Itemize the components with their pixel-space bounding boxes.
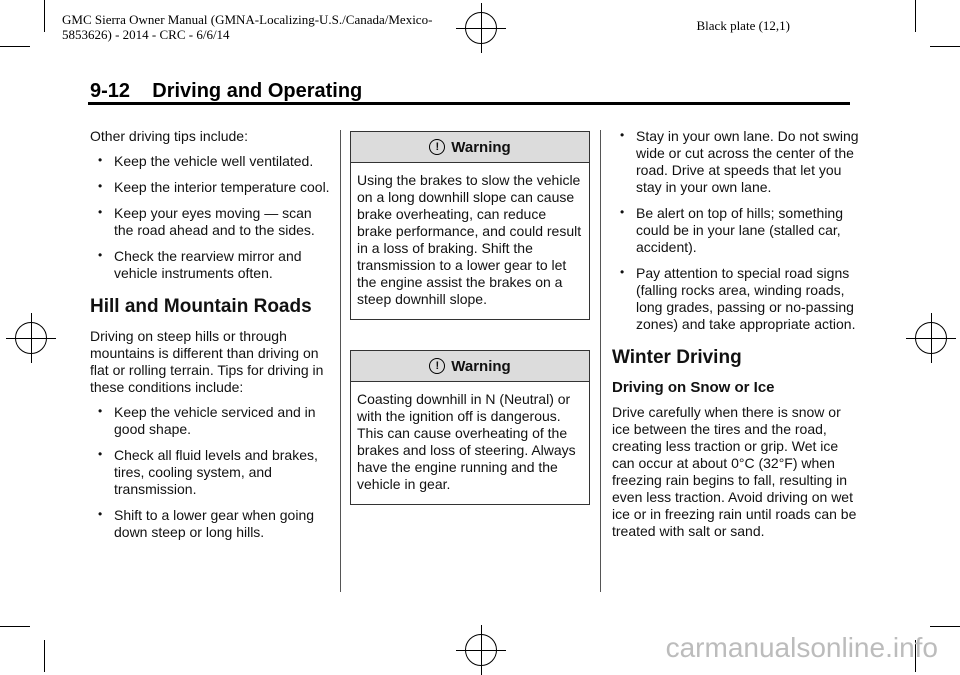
crop-mark bbox=[0, 46, 30, 47]
bullet-dot: • bbox=[98, 179, 103, 193]
bullet-dot: • bbox=[98, 507, 103, 521]
crop-mark bbox=[930, 626, 960, 627]
list-item bbox=[612, 128, 860, 196]
warning-box bbox=[350, 131, 590, 320]
registration-mark-icon bbox=[915, 322, 947, 354]
bullet-text: Keep the vehicle serviced and in good shape. bbox=[114, 404, 316, 437]
bullet-dot: • bbox=[98, 153, 103, 167]
list-item bbox=[612, 265, 860, 333]
section-heading: Winter Driving bbox=[612, 347, 742, 368]
registration-mark-icon bbox=[15, 322, 47, 354]
bullet-text: Be alert on top of hills; something could be in your lane (stalled car, accident). bbox=[636, 205, 844, 255]
bullet-text: Check all fluid levels and brakes, tires, cooling system, and transmission. bbox=[114, 447, 318, 497]
list-item bbox=[90, 507, 330, 541]
section-paragraph: Drive carefully when there is snow or ice between the tires and the road, creating less traction or grip. Wet ice can occur at about 0°C (32°F) when freezing rain begins to fall, resulting in even less traction. Avoid driving on wet ice or in freezing rain until roads can be treated with salt or sand. bbox=[612, 404, 857, 539]
warning-title: Warning bbox=[451, 357, 511, 375]
subsection-heading: Driving on Snow or Ice bbox=[612, 379, 775, 396]
plate-line-2: 5853626) - 2014 - CRC - 6/6/14 bbox=[62, 27, 230, 42]
crop-mark bbox=[44, 0, 45, 32]
bullet-text: Shift to a lower gear when going down steep or long hills. bbox=[114, 507, 315, 540]
intro-text: Other driving tips include: bbox=[90, 128, 248, 144]
bullet-text: Check the rearview mirror and vehicle instruments often. bbox=[114, 248, 302, 281]
warning-text: Using the brakes to slow the vehicle on a long downhill slope can cause brake overheating, can reduce brake performance, and could result in a loss of braking. Shift the transmission to a lower gear to let the engine assist the brakes on a steep downhill slope. bbox=[357, 172, 582, 307]
bullet-dot: • bbox=[620, 205, 625, 219]
column-divider bbox=[340, 130, 341, 592]
registration-mark-icon bbox=[465, 634, 497, 666]
page-header: 9-12 Driving and Operating bbox=[90, 80, 363, 102]
list-item bbox=[90, 404, 330, 438]
warning-box bbox=[350, 350, 590, 505]
section-paragraph: Driving on steep hills or through mountains is different than driving on flat or rolling terrain. Tips for driving in these conditions include: bbox=[90, 328, 324, 395]
bullet-text: Pay attention to special road signs (falling rocks area, winding roads, long grades, passing or no-passing zones) and take appropriate action. bbox=[636, 265, 856, 332]
bullet-dot: • bbox=[620, 128, 625, 142]
bullet-dot: • bbox=[98, 205, 103, 219]
plate-line-1: GMC Sierra Owner Manual (GMNA-Localizing-U.S./Canada/Mexico- bbox=[62, 12, 433, 27]
bullet-dot: • bbox=[98, 404, 103, 418]
warning-text: Coasting downhill in N (Neutral) or with the ignition off is dangerous. This can cause overheating of the brakes and loss of steering. Always have the engine running and the vehicle in gear. bbox=[357, 391, 576, 492]
header-rule bbox=[88, 102, 850, 105]
bullet-text: Keep the vehicle well ventilated. bbox=[114, 153, 314, 169]
crop-mark bbox=[0, 626, 30, 627]
list-item bbox=[90, 153, 330, 170]
bullet-dot: • bbox=[620, 265, 625, 279]
black-plate-label: Black plate (12,1) bbox=[696, 18, 790, 33]
list-item bbox=[90, 248, 330, 282]
warning-header bbox=[351, 351, 589, 382]
column-1 bbox=[90, 128, 330, 550]
column-divider bbox=[600, 130, 601, 592]
crop-mark bbox=[44, 640, 45, 672]
bullet-dot: • bbox=[98, 447, 103, 461]
list-item bbox=[90, 205, 330, 239]
warning-symbol-icon: ! bbox=[429, 139, 445, 155]
list-item bbox=[90, 179, 330, 196]
column-2 bbox=[350, 131, 590, 535]
bullet-dot: • bbox=[98, 248, 103, 262]
plate-info bbox=[62, 12, 432, 42]
list-item bbox=[90, 447, 330, 498]
bullet-text: Stay in your own lane. Do not swing wide or cut across the center of the road. Drive at speeds that let you stay in your own lane. bbox=[636, 128, 859, 195]
bullet-text: Keep your eyes moving — scan the road ahead and to the sides. bbox=[114, 205, 315, 238]
section-heading: Hill and Mountain Roads bbox=[90, 296, 312, 317]
warning-title: Warning bbox=[451, 138, 511, 156]
crop-mark bbox=[930, 46, 960, 47]
crop-mark bbox=[915, 0, 916, 32]
warning-symbol-icon: ! bbox=[429, 358, 445, 374]
watermark: carmanualsonline.info bbox=[665, 632, 938, 663]
warning-header bbox=[351, 132, 589, 163]
bullet-text: Keep the interior temperature cool. bbox=[114, 179, 330, 195]
registration-mark-icon bbox=[465, 12, 497, 44]
column-3 bbox=[612, 128, 860, 548]
list-item bbox=[612, 205, 860, 256]
